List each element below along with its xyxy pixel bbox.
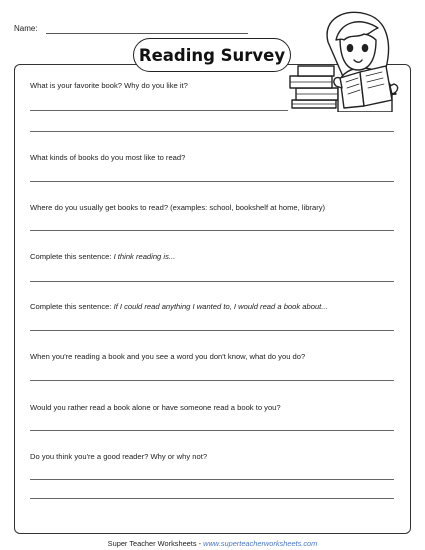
answer-line-5[interactable] [30, 330, 394, 331]
survey-frame [14, 64, 411, 534]
name-answer-line[interactable] [46, 33, 248, 34]
answer-line-1b[interactable] [30, 131, 394, 132]
answer-line-7[interactable] [30, 430, 394, 431]
question-4-prefix: Complete this sentence: [30, 252, 114, 261]
question-3: Where do you usually get books to read? (examples: school, bookshelf at home, library) [30, 203, 326, 212]
answer-line-8a[interactable] [30, 479, 394, 480]
question-7: Would you rather read a book alone or have someone read a book to you? [30, 403, 281, 412]
question-8: Do you think you're a good reader? Why or why not? [30, 452, 208, 461]
answer-line-3[interactable] [30, 230, 394, 231]
question-6: When you're reading a book and you see a word you don't know, what do you do? [30, 352, 306, 361]
answer-line-1a[interactable] [30, 110, 288, 111]
question-2: What kinds of books do you most like to read? [30, 153, 186, 162]
girl-reading-book-icon [288, 8, 412, 112]
footer-separator: - [196, 539, 204, 548]
footer-brand: Super Teacher Worksheets [107, 539, 197, 548]
name-label: Name: [14, 24, 38, 33]
footer-url-link[interactable]: www.superteacherworksheets.com [203, 539, 318, 548]
answer-line-2[interactable] [30, 181, 394, 182]
answer-line-6[interactable] [30, 380, 394, 381]
question-4-italic: I think reading is... [113, 252, 176, 261]
question-5 [30, 302, 328, 311]
question-5-prefix: Complete this sentence: [30, 302, 114, 311]
question-1: What is your favorite book? Why do you like it? [30, 81, 188, 90]
question-4 [30, 252, 175, 261]
answer-line-8b[interactable] [30, 498, 394, 499]
title-banner [133, 38, 291, 72]
answer-line-4[interactable] [30, 281, 394, 282]
page-title: Reading Survey [138, 45, 286, 65]
footer [0, 539, 425, 548]
question-5-italic: If I could read anything I wanted to, I would read a book about... [113, 302, 328, 311]
